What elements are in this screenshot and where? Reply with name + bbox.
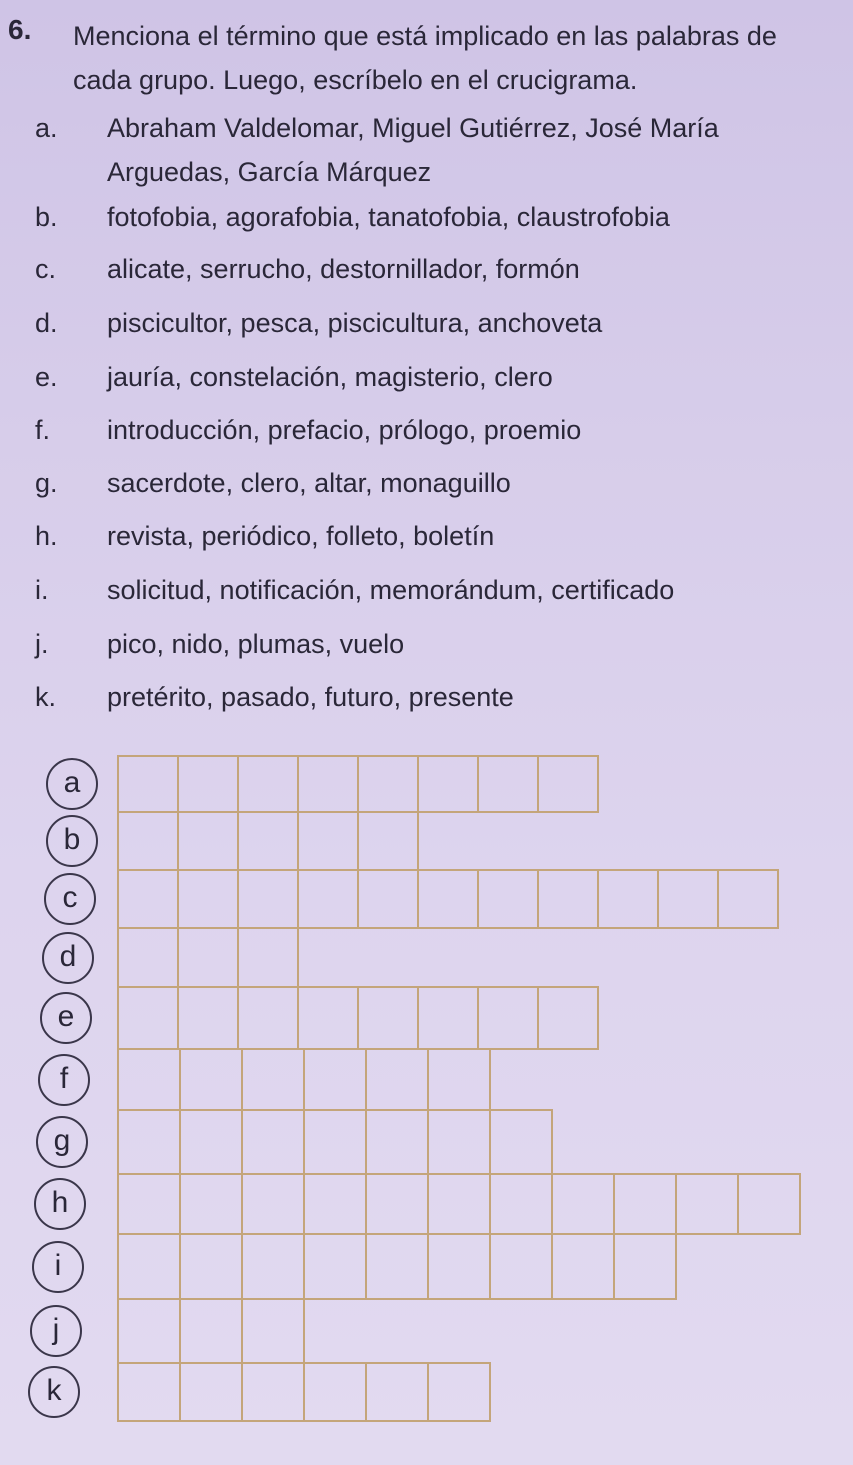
crossword-cell[interactable] — [538, 756, 598, 812]
crossword-cell[interactable] — [118, 870, 178, 928]
crossword-cell[interactable] — [418, 756, 478, 812]
crossword-cell[interactable] — [358, 987, 418, 1049]
clue-label: g. — [35, 468, 58, 498]
crossword-cell[interactable] — [118, 1174, 180, 1234]
crossword-cell[interactable] — [180, 1234, 242, 1299]
crossword-cell[interactable] — [118, 1299, 180, 1363]
crossword-cell[interactable] — [118, 812, 178, 870]
crossword-cell[interactable] — [598, 870, 658, 928]
crossword-cell[interactable] — [366, 1049, 428, 1110]
crossword-cell[interactable] — [242, 1234, 304, 1299]
crossword-row-h — [118, 1174, 800, 1234]
crossword-cell[interactable] — [242, 1363, 304, 1421]
crossword-cell[interactable] — [118, 756, 178, 812]
clue-text: pretérito, pasado, futuro, presente — [107, 682, 514, 712]
crossword-cell[interactable] — [242, 1110, 304, 1174]
crossword-cell[interactable] — [428, 1234, 490, 1299]
crossword-row-c — [118, 870, 778, 928]
crossword-cell[interactable] — [490, 1110, 552, 1174]
crossword-cell[interactable] — [358, 812, 418, 870]
row-label-circle: b — [46, 815, 98, 867]
crossword-cell[interactable] — [118, 987, 178, 1049]
clue-text: Abraham Valdelomar, Miguel Gutiérrez, José María Arguedas, García Márquez — [107, 113, 719, 187]
crossword-cell[interactable] — [118, 1049, 180, 1110]
crossword-cell[interactable] — [118, 1363, 180, 1421]
crossword-cell[interactable] — [242, 1049, 304, 1110]
row-label-circle: a — [46, 758, 98, 810]
crossword-row-f — [118, 1049, 490, 1110]
clue-label: a. — [35, 113, 58, 143]
row-label-circle: j — [30, 1305, 82, 1357]
crossword-cell[interactable] — [358, 870, 418, 928]
crossword-cell[interactable] — [118, 1110, 180, 1174]
clue-label: i. — [35, 575, 49, 605]
crossword-cell[interactable] — [676, 1174, 738, 1234]
crossword-cell[interactable] — [178, 812, 238, 870]
clue-text: revista, periódico, folleto, boletín — [107, 521, 495, 551]
crossword-cell[interactable] — [428, 1363, 490, 1421]
crossword-cell[interactable] — [242, 1299, 304, 1363]
crossword-cell[interactable] — [180, 1299, 242, 1363]
clue-text: pico, nido, plumas, vuelo — [107, 629, 405, 659]
crossword-cell[interactable] — [428, 1174, 490, 1234]
crossword-row-e — [118, 987, 598, 1049]
crossword-cell[interactable] — [298, 812, 358, 870]
clue-text: solicitud, notificación, memorándum, certificado — [107, 575, 675, 605]
crossword-cell[interactable] — [490, 1174, 552, 1234]
crossword-cell[interactable] — [178, 870, 238, 928]
crossword-row-j — [118, 1299, 304, 1363]
clue-text: sacerdote, clero, altar, monaguillo — [107, 468, 511, 498]
crossword-cell[interactable] — [238, 756, 298, 812]
crossword-cell[interactable] — [658, 870, 718, 928]
crossword-cell[interactable] — [238, 870, 298, 928]
crossword-cell[interactable] — [478, 870, 538, 928]
crossword-cell[interactable] — [180, 1049, 242, 1110]
crossword-cell[interactable] — [418, 987, 478, 1049]
clue-label: e. — [35, 362, 58, 392]
crossword-cell[interactable] — [178, 756, 238, 812]
crossword-cell[interactable] — [118, 928, 178, 987]
crossword-cell[interactable] — [238, 987, 298, 1049]
crossword-row-d — [118, 928, 298, 987]
crossword-cell[interactable] — [178, 987, 238, 1049]
row-label-circle: c — [44, 873, 96, 925]
crossword-cell[interactable] — [478, 987, 538, 1049]
row-label-circle: f — [38, 1054, 90, 1106]
clue-text: fotofobia, agorafobia, tanatofobia, claustrofobia — [107, 202, 670, 232]
crossword-cell[interactable] — [366, 1174, 428, 1234]
crossword-cell[interactable] — [304, 1110, 366, 1174]
crossword-row-b — [118, 812, 418, 870]
crossword-row-g — [118, 1110, 552, 1174]
question-prompt: Menciona el término que está implicado en las palabras de cada grupo. Luego, escríbelo en el crucigrama. — [73, 21, 777, 95]
row-label-circle: d — [42, 932, 94, 984]
crossword-cell[interactable] — [552, 1174, 614, 1234]
crossword-cell[interactable] — [180, 1363, 242, 1421]
clue-label: j. — [35, 629, 49, 659]
crossword-cell[interactable] — [180, 1110, 242, 1174]
crossword-cell[interactable] — [238, 928, 298, 987]
crossword-cell[interactable] — [304, 1363, 366, 1421]
crossword-cell[interactable] — [418, 870, 478, 928]
crossword-cell[interactable] — [538, 987, 598, 1049]
clue-text: piscicultor, pesca, piscicultura, anchoveta — [107, 308, 603, 338]
crossword-cell[interactable] — [366, 1110, 428, 1174]
crossword-cell[interactable] — [428, 1049, 490, 1110]
crossword-cell[interactable] — [238, 812, 298, 870]
crossword-cell[interactable] — [366, 1363, 428, 1421]
clue-text: jauría, constelación, magisterio, clero — [107, 362, 553, 392]
crossword-cell[interactable] — [490, 1234, 552, 1299]
clue-label: h. — [35, 521, 58, 551]
crossword-row-a — [118, 756, 598, 812]
crossword-cell[interactable] — [428, 1110, 490, 1174]
crossword-cell[interactable] — [242, 1174, 304, 1234]
crossword-cell[interactable] — [304, 1174, 366, 1234]
crossword-cell[interactable] — [304, 1049, 366, 1110]
crossword-cell[interactable] — [298, 987, 358, 1049]
crossword-cell[interactable] — [478, 756, 538, 812]
crossword-cell[interactable] — [614, 1234, 676, 1299]
clue-label: b. — [35, 202, 58, 232]
crossword-cell[interactable] — [298, 870, 358, 928]
clue-text: introducción, prefacio, prólogo, proemio — [107, 415, 582, 445]
clue-text: alicate, serrucho, destornillador, formón — [107, 254, 580, 284]
clue-label: d. — [35, 308, 58, 338]
crossword-cell[interactable] — [304, 1234, 366, 1299]
crossword-cell[interactable] — [552, 1234, 614, 1299]
crossword-cell[interactable] — [718, 870, 778, 928]
clue-label: c. — [35, 254, 57, 284]
crossword-row-i — [118, 1234, 676, 1299]
question-number: 6. — [8, 14, 32, 45]
clue-label: f. — [35, 415, 51, 445]
clue-label: k. — [35, 682, 57, 712]
row-label-circle: g — [36, 1116, 88, 1168]
crossword-row-k — [118, 1363, 490, 1421]
row-label-circle: e — [40, 992, 92, 1044]
crossword-cell[interactable] — [178, 928, 238, 987]
row-label-circle: i — [32, 1241, 84, 1293]
crossword-cell[interactable] — [358, 756, 418, 812]
crossword-cell[interactable] — [738, 1174, 800, 1234]
crossword-cell[interactable] — [180, 1174, 242, 1234]
crossword-cell[interactable] — [538, 870, 598, 928]
crossword-cell[interactable] — [298, 756, 358, 812]
crossword-cell[interactable] — [118, 1234, 180, 1299]
crossword-cell[interactable] — [614, 1174, 676, 1234]
crossword-cell[interactable] — [366, 1234, 428, 1299]
row-label-circle: k — [28, 1366, 80, 1418]
row-label-circle: h — [34, 1178, 86, 1230]
